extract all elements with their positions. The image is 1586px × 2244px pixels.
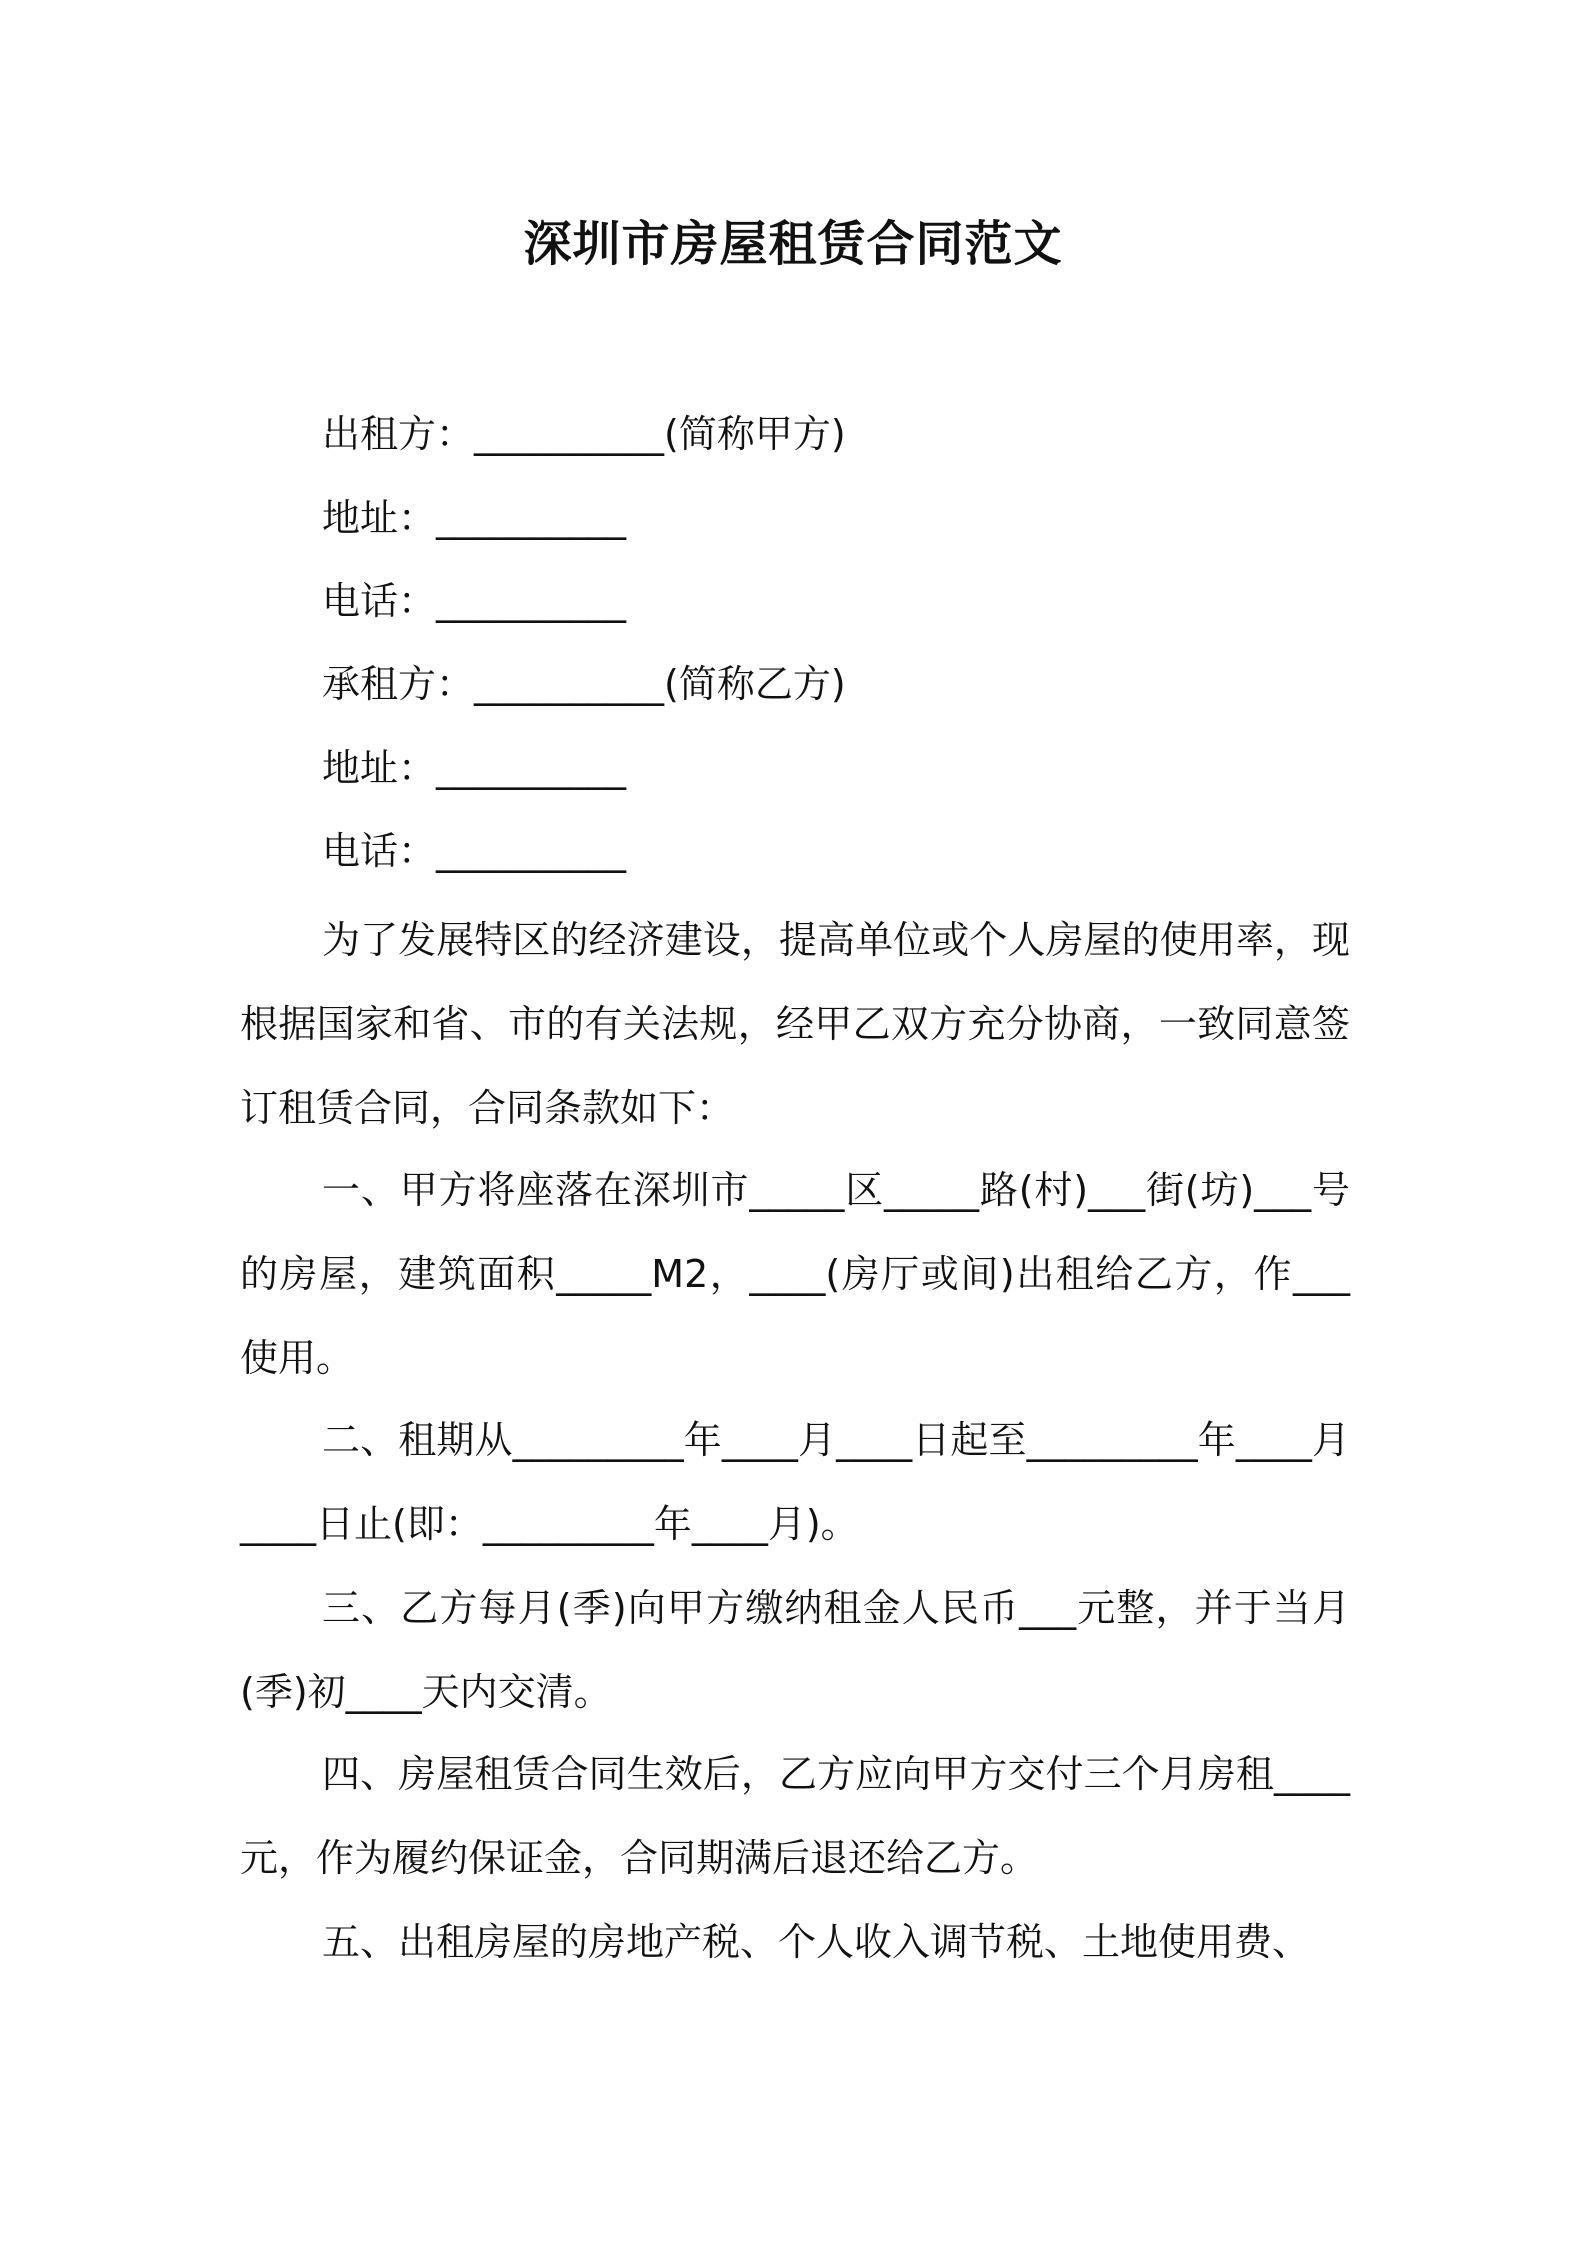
clause-1-paragraph: 一、甲方将座落在深圳市_____区_____路(村)___街(坊)___号的房屋，建筑面积_____M2，____(房厅或间)出租给乙方，作___使用。 — [240, 1168, 1350, 1380]
document-title: 深圳市房屋租赁合同范文 — [523, 216, 1063, 272]
clause-3-paragraph: 三、乙方每月(季)向甲方缴纳租金人民币___元整，并于当月(季)初____天内交清。 — [240, 1586, 1350, 1714]
lessor-line: 出租方：__________(简称甲方) — [322, 412, 846, 456]
clause-5-paragraph: 五、出租房屋的房地产税、个人收入调节税、土地使用费、 — [322, 1920, 1311, 1964]
clause-2-paragraph: 二、租期从_________年____月____日起至_________年____月____日止(即：_________年____月)。 — [240, 1418, 1350, 1546]
clause-4-paragraph: 四、房屋租赁合同生效后，乙方应向甲方交付三个月房租____元，作为履约保证金，合同期满后退还给乙方。 — [240, 1752, 1350, 1880]
preamble-paragraph: 为了发展特区的经济建设，提高单位或个人房屋的使用率，现根据国家和省、市的有关法规，经甲乙双方充分协商，一致同意签订租赁合同，合同条款如下： — [240, 918, 1350, 1130]
lessor-phone-line: 电话：__________ — [322, 579, 627, 623]
lessee-address-line: 地址：__________ — [322, 746, 627, 790]
lessee-phone-line: 电话：__________ — [322, 829, 627, 873]
lessee-line: 承租方：__________(简称乙方) — [322, 662, 846, 706]
lessor-address-line: 地址：__________ — [322, 496, 627, 540]
